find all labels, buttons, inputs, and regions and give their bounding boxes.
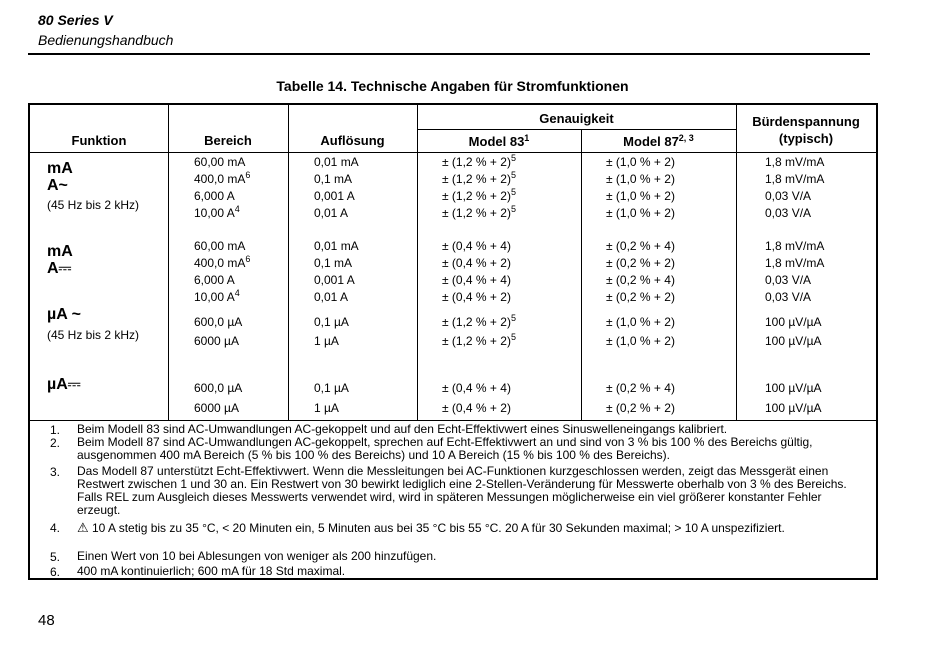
model87-cell: ± (1,0 % + 2) [606,155,675,169]
footnote-number: 2. [50,436,61,450]
function-label: A⎓ [47,260,72,277]
model87-cell: ± (0,2 % + 2) [606,401,675,415]
range-cell: 600,0 µA [194,381,243,395]
col-header-genauigkeit: Genauigkeit [539,111,614,126]
resolution-cell: 0,01 mA [314,155,359,169]
range-cell: 400,0 $mA^6$ [194,254,251,270]
model83-cell: ± (1,2 % + 2)$^5$ [442,313,516,329]
footnote-text: Einen Wert von 10 bei Ablesungen von weniger als 200 hinzufügen. [77,549,437,563]
spec-table [28,103,878,580]
range-cell: 6,000 A [194,273,235,287]
range-cell: 600,0 µA [194,315,243,329]
burden-cell: 0,03 V/A [765,273,812,287]
header-rule [28,53,870,55]
model83-cell: ± (1,2 % + 2)$^5$ [442,204,516,220]
model83-cell: ± (0,4 % + 2) [442,401,511,415]
resolution-cell: 0,1 µA [314,381,349,395]
col-header-model87: Model 87$^{2, 3}$ [623,133,694,149]
model87-cell: ± (1,0 % + 2) [606,315,675,329]
function-label: mA [47,160,73,177]
col-header-buerden: Bürdenspannung [752,114,860,129]
model83-cell: ± (0,4 % + 4) [442,381,511,395]
footnote-rule [30,420,876,421]
burden-cell: 1,8 mV/mA [765,256,825,270]
model87-cell: ± (0,2 % + 4) [606,239,675,253]
model83-cell: ± (0,4 % + 2) [442,256,511,270]
burden-cell: 0,03 V/A [765,206,812,220]
range-cell: 6000 µA [194,334,239,348]
header-subtitle: Bedienungshandbuch [38,32,174,48]
function-label: mA [47,243,73,260]
range-cell: 10,00 $A^4$ [194,204,240,220]
model83-cell: ± (1,2 % + 2)$^5$ [442,170,516,186]
model83-cell: ± (1,2 % + 2)$^5$ [442,187,516,203]
footnote-text: ⚠ 10 A stetig bis zu 35 °C, < 20 Minuten ein, 5 Minuten aus bei 35 °C bis 55 °C. 20 A für 30 Sekunden maximal; > 10 A unspezifiziert. [77,520,785,535]
footnote-text: Das Modell 87 unterstützt Echt-Effektivwert. Wenn die Messleitungen bei AC-Funktionen kurzgeschlossen werden, zeigt das Messgerät einen Restwert zwischen 1 und 30 an. Ein Restwert von 30 bewirkt lediglich eine 2-Stellen-Veränderung für Messwerte oberhalb von 3 % des Bereichs. Falls REL zum Ausgleich dieses Messwerts verwendet wird, wird in späteren Messungen möglicherweise ein viel größerer konstanter Fehler erzeugt. [77,464,847,517]
footnote-number: 4. [50,521,61,535]
col-header-model83: Model $83^1$ [468,133,530,149]
footnote-text: Beim Modell 83 sind AC-Umwandlungen AC-gekoppelt und auf den Echt-Effektivwert eines Sinuswelleneingangs kalibriert. [77,422,728,436]
model87-cell: ± (0,2 % + 2) [606,256,675,270]
burden-cell: 1,8 mV/mA [765,239,825,253]
footnote-number: 3. [50,465,61,479]
resolution-cell: 1 µA [314,334,339,348]
resolution-cell: 0,01 A [314,206,349,220]
col-header-aufloesung: Auflösung [320,133,385,148]
function-label: µA ~ [47,306,81,323]
burden-cell: 1,8 mV/mA [765,172,825,186]
model87-cell: ± (0,2 % + 4) [606,381,675,395]
model83-cell: ± (0,4 % + 2) [442,290,511,304]
range-cell: 60,00 mA [194,239,246,253]
resolution-cell: 0,001 A [314,273,355,287]
header-subdivider [417,129,736,130]
footnote-text: 400 mA kontinuierlich; 600 mA für 18 Std maximal. [77,564,346,578]
resolution-cell: 0,01 mA [314,239,359,253]
range-cell: 6,000 A [194,189,235,203]
col-header-funktion: Funktion [71,133,127,148]
burden-cell: 100 µV/µA [765,401,822,415]
warning-triangle-icon: ⚠ [77,520,89,535]
model83-cell: ± (0,4 % + 4) [442,273,511,287]
footnote-text: Beim Modell 87 sind AC-Umwandlungen AC-gekoppelt, sprechen auf Echt-Effektivwert an und sind von 3 % bis 100 % des Bereichs gültig, ausgenommen 400 mA Bereich (5 % bis 100 % des Bereichs) und 10 A Bereich (15 % bis 100 % des Bereichs). [77,435,813,462]
range-cell: 6000 µA [194,401,239,415]
page-number: 48 [38,612,55,629]
model87-cell: ± (1,0 % + 2) [606,334,675,348]
footnote-number: 1. [50,423,61,437]
resolution-cell: 1 µA [314,401,339,415]
range-cell: 60,00 mA [194,155,246,169]
resolution-cell: 0,01 A [314,290,349,304]
header-title: 80 Series V [38,12,113,28]
function-label: A~ [47,177,68,194]
burden-cell: 0,03 V/A [765,290,812,304]
resolution-cell: 0,1 mA [314,172,353,186]
model83-cell: ± (0,4 % + 4) [442,239,511,253]
resolution-cell: 0,1 µA [314,315,349,329]
model83-cell: ± (1,2 % + 2)$^5$ [442,153,516,169]
model87-cell: ± (1,0 % + 2) [606,172,675,186]
burden-cell: 100 µV/µA [765,381,822,395]
range-cell: 400,0 $mA^6$ [194,170,251,186]
col-header-typisch: (typisch) [778,131,834,146]
burden-cell: 1,8 mV/mA [765,155,825,169]
footnote-number: 6. [50,565,61,579]
header-bottom-rule [30,152,876,153]
burden-cell: 0,03 V/A [765,189,812,203]
frequency-note: (45 Hz bis 2 kHz) [47,198,140,212]
footnote-number: 5. [50,550,61,564]
col-divider [581,129,582,420]
function-label: µA⎓ [47,376,81,393]
resolution-cell: 0,1 mA [314,256,353,270]
model87-cell: ± (1,0 % + 2) [606,189,675,203]
model87-cell: ± (1,0 % + 2) [606,206,675,220]
range-cell: 10,00 $A^4$ [194,288,240,304]
model83-cell: ± (1,2 % + 2)$^5$ [442,332,516,348]
col-header-bereich: Bereich [204,133,252,148]
burden-cell: 100 µV/µA [765,315,822,329]
resolution-cell: 0,001 A [314,189,355,203]
model87-cell: ± (0,2 % + 4) [606,273,675,287]
frequency-note: (45 Hz bis 2 kHz) [47,328,140,342]
model87-cell: ± (0,2 % + 2) [606,290,675,304]
table-caption: Tabelle 14. Technische Angaben für Stromfunktionen [276,78,629,94]
burden-cell: 100 µV/µA [765,334,822,348]
